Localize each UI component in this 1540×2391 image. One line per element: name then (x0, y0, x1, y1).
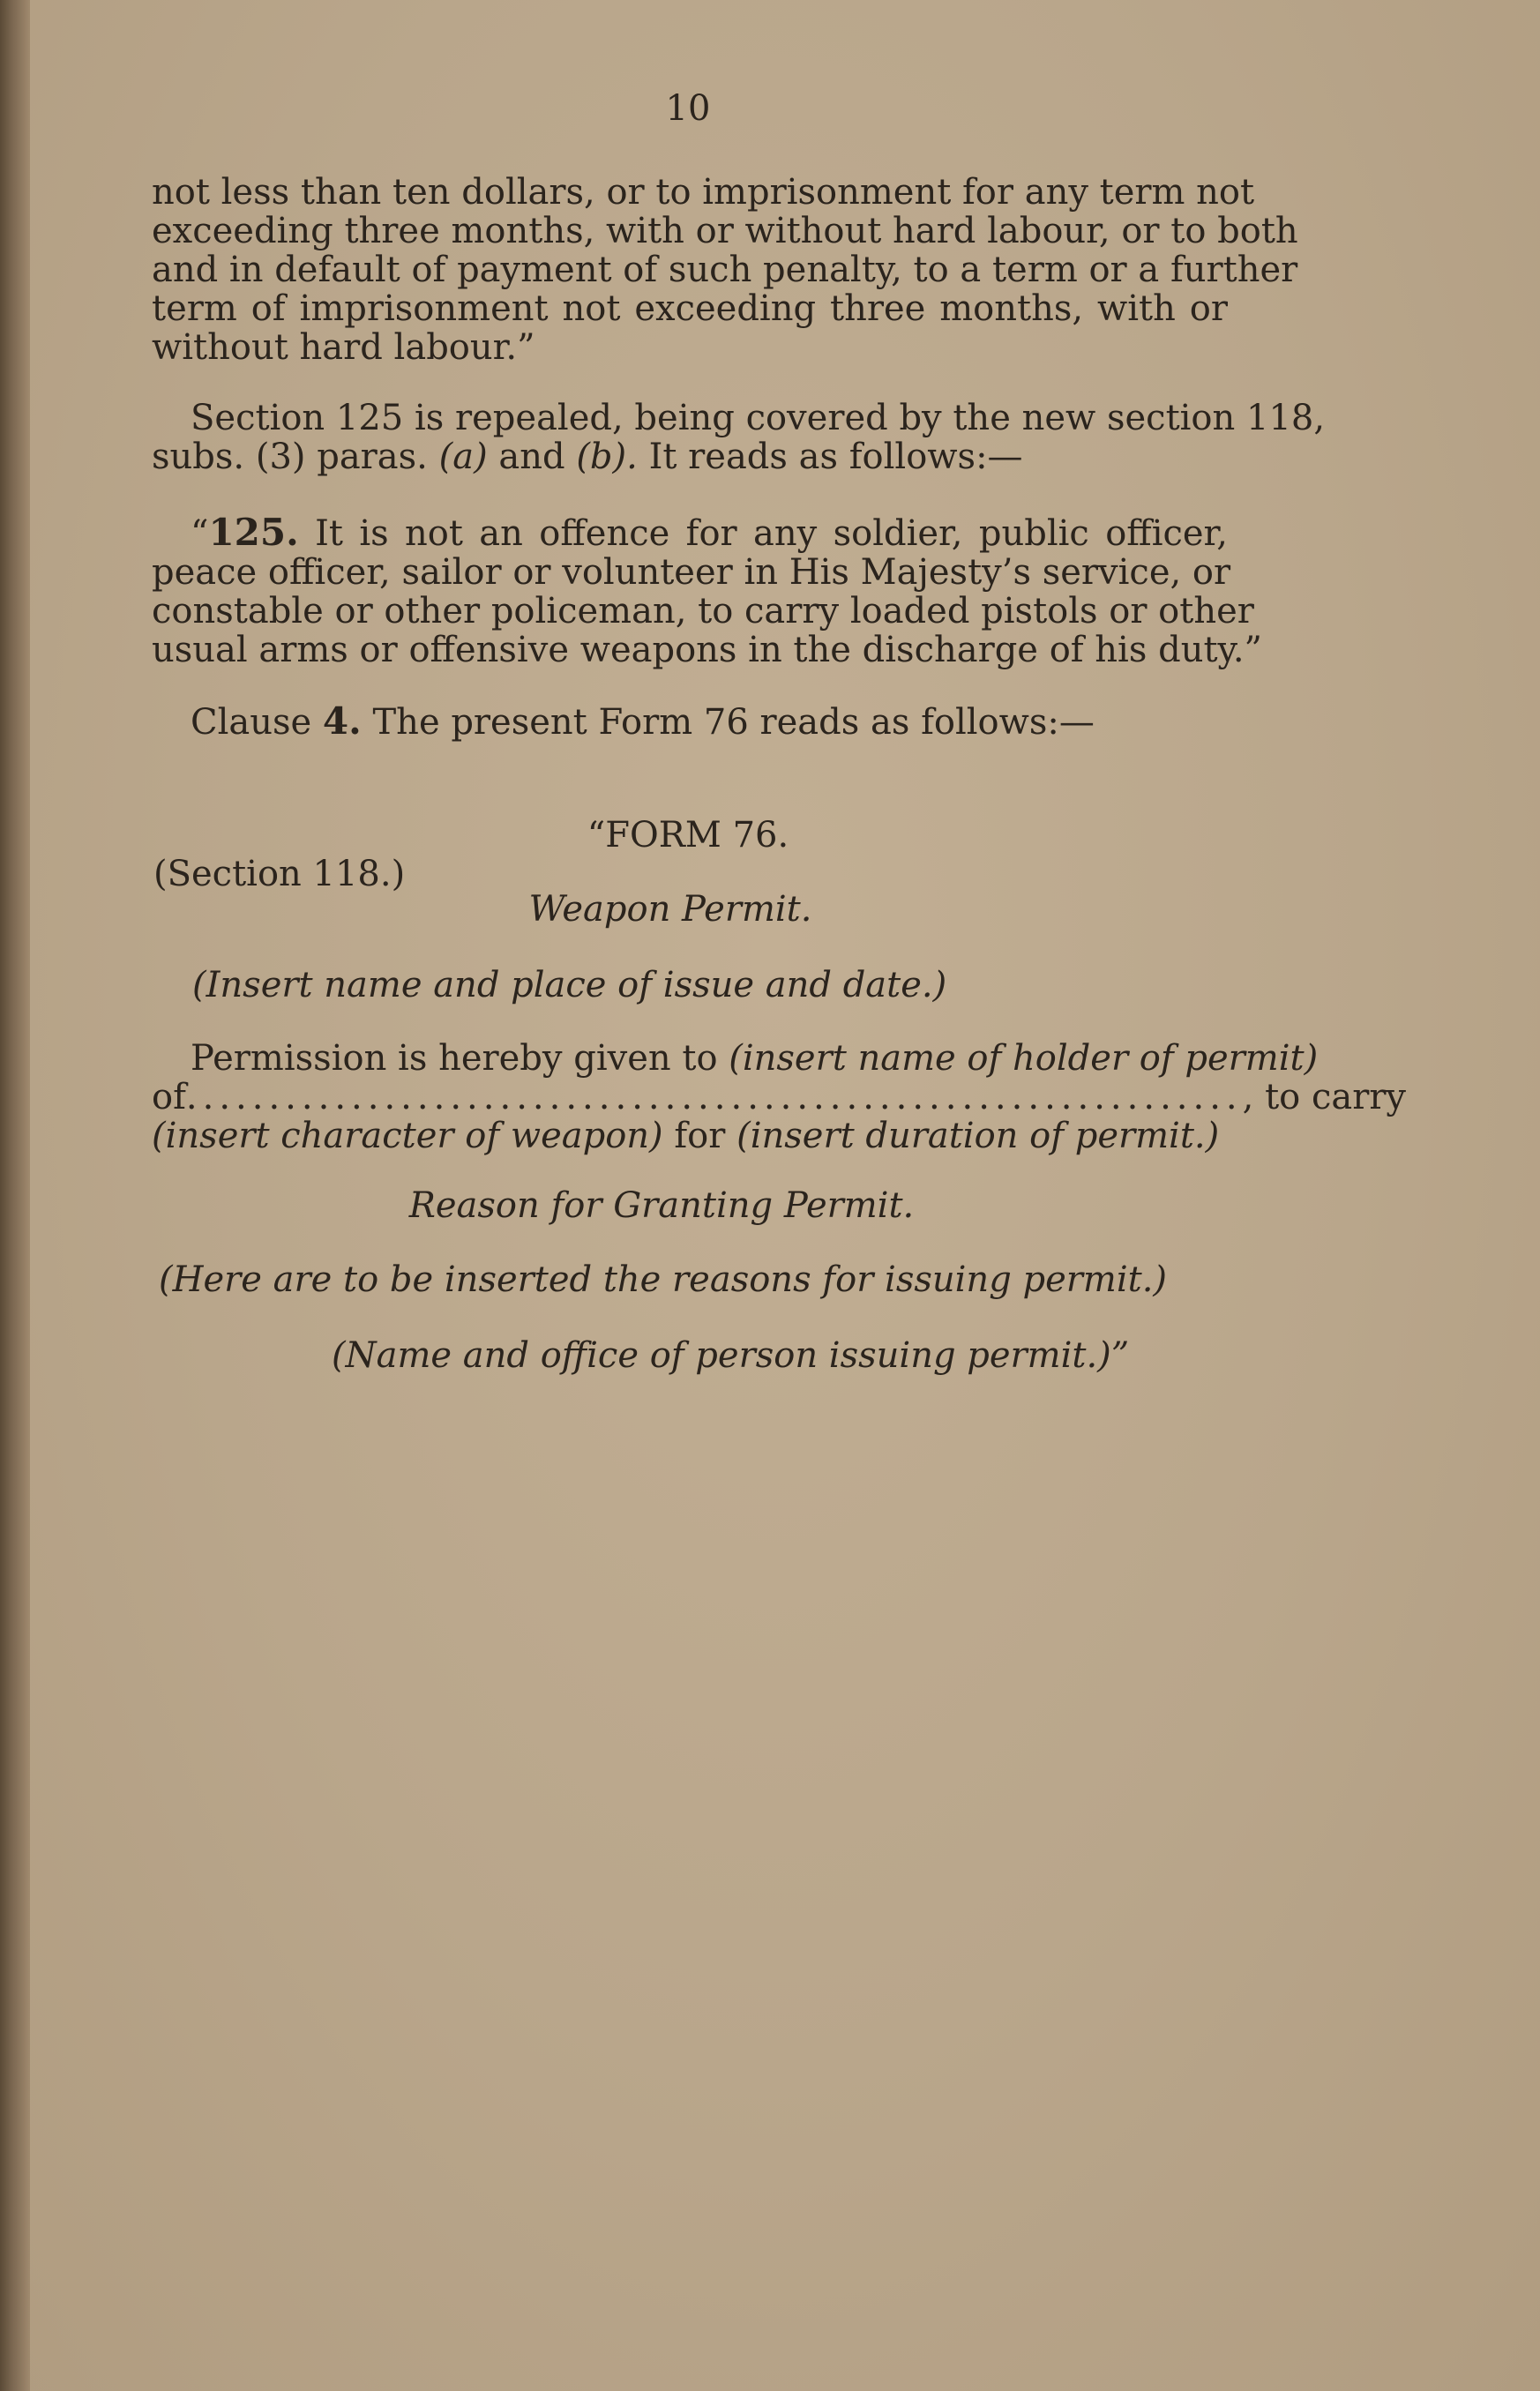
text-line (152, 1117, 1228, 1155)
paragraph-section-125-repealed (152, 398, 1326, 477)
text-line: and in default of payment of such penalty, to a term or a further (152, 250, 1298, 290)
form-title: “FORM 76. (587, 815, 789, 856)
to-carry-label: , to carry (1242, 1077, 1407, 1117)
text-line: Section 125 is repealed, being covered by the new section 118, (191, 398, 1326, 438)
text-span: for (662, 1116, 737, 1156)
text-line (152, 513, 1228, 553)
clause-4-paragraph (152, 699, 1228, 743)
section-reference: (Section 118.) (153, 854, 406, 894)
paragraph-continuation (152, 172, 1298, 368)
holder-placeholder: (insert name of holder of permit) (729, 1038, 1319, 1079)
duration-placeholder: (insert duration of permit.) (736, 1116, 1220, 1156)
permission-paragraph (152, 1038, 1407, 1156)
text-span: subs. (3) paras. (152, 437, 439, 477)
section-number: 125. (208, 511, 299, 554)
text-line: peace officer, sailor or volunteer in His Majesty’s service, or (152, 552, 1231, 593)
text-span: Permission is hereby given to (191, 1038, 729, 1079)
text-line (152, 699, 1228, 743)
dotted-leader: ................................................................ (185, 1077, 1243, 1117)
text-line: without hard labour.” (152, 327, 535, 368)
text-line (152, 1077, 1407, 1117)
reasons-instruction: (Here are to be inserted the reasons for issuing permit.) (159, 1259, 1168, 1300)
form-subtitle: Weapon Permit. (528, 889, 812, 930)
clause-number: 4. (322, 699, 362, 743)
para-b-ref: (b). (576, 437, 638, 477)
text-span: It is not an offence for any soldier, public officer, (298, 513, 1228, 554)
insert-name-instruction: (Insert name and place of issue and date.) (192, 965, 947, 1005)
signature-instruction: (Name and office of person issuing permit.)” (332, 1335, 1130, 1376)
text-span: and (487, 437, 577, 477)
text-line (152, 437, 1228, 476)
text-line (152, 1038, 1319, 1079)
text-line: not less than ten dollars, or to imprisonment for any term not (152, 172, 1255, 213)
text-span: It reads as follows:— (637, 437, 1023, 477)
reason-heading: Reason for Granting Permit. (408, 1185, 915, 1226)
text-line: exceeding three months, with or without hard labour, or to both (152, 211, 1298, 251)
text-line: usual arms or offensive weapons in the discharge of his duty.” (152, 630, 1262, 670)
page-number: 10 (665, 88, 711, 129)
open-quote: “ (191, 513, 209, 554)
of-label: of (152, 1077, 186, 1117)
text-line: constable or other policeman, to carry loaded pistols or other (152, 591, 1254, 631)
weapon-placeholder: (insert character of weapon) (152, 1116, 663, 1156)
text-span: The present Form 76 reads as follows:— (361, 702, 1095, 743)
quoted-section-125 (152, 511, 1262, 670)
text-span: Clause (191, 702, 323, 743)
para-a-ref: (a) (438, 437, 488, 477)
text-line: term of imprisonment not exceeding three months, with or (152, 288, 1228, 329)
